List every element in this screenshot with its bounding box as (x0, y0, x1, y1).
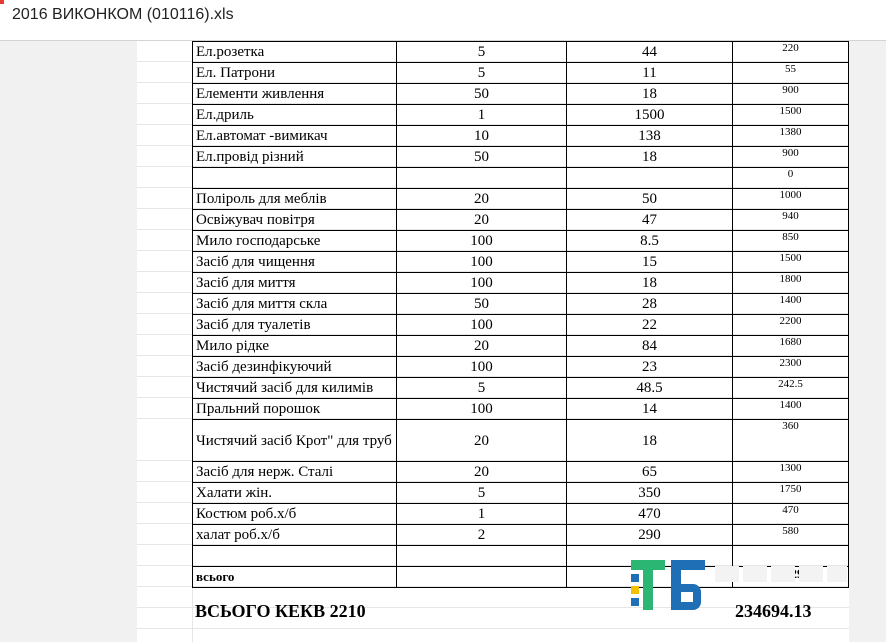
table-row (193, 420, 849, 462)
item-name-cell (193, 168, 397, 189)
table-row (193, 504, 849, 525)
table-row (193, 462, 849, 483)
quantity-cell: 10 (397, 126, 567, 147)
quantity-cell: 20 (397, 336, 567, 357)
item-name-cell: Ел.автомат -вимикач (193, 126, 397, 147)
item-name-cell: Поліроль для меблів (193, 189, 397, 210)
item-name-cell: Пральний порошок (193, 399, 397, 420)
sum-cell: 900 (733, 84, 849, 105)
price-cell: 350 (567, 483, 733, 504)
table-row (193, 399, 849, 420)
table-row (193, 63, 849, 84)
quantity-cell (397, 168, 567, 189)
item-name-cell: Мило рідке (193, 336, 397, 357)
quantity-cell: 2 (397, 525, 567, 546)
item-name-cell: Халати жін. (193, 483, 397, 504)
price-cell: 1500 (567, 105, 733, 126)
price-cell: 11 (567, 63, 733, 84)
table-row (193, 294, 849, 315)
table-row (193, 105, 849, 126)
items-table (192, 41, 849, 588)
table-row (193, 525, 849, 546)
item-name-cell: халат роб.х/б (193, 525, 397, 546)
table-row (193, 357, 849, 378)
table-row (193, 483, 849, 504)
sum-cell: 2200 (733, 315, 849, 336)
quantity-cell: 20 (397, 189, 567, 210)
item-name-cell: Ел. Патрони (193, 63, 397, 84)
quantity-cell: 20 (397, 462, 567, 483)
price-cell: 44 (567, 42, 733, 63)
quantity-cell: 1 (397, 105, 567, 126)
table-row (193, 378, 849, 399)
price-cell: 50 (567, 189, 733, 210)
quantity-cell: 50 (397, 147, 567, 168)
item-name-cell: Чистячий засіб Крот" для труб (193, 420, 397, 462)
sum-cell: 0 (733, 168, 849, 189)
price-cell: 8.5 (567, 231, 733, 252)
item-name-cell: Засіб для миття (193, 273, 397, 294)
item-name-cell: Ел.дриль (193, 105, 397, 126)
table-row (193, 189, 849, 210)
quantity-cell: 1 (397, 504, 567, 525)
price-cell: 28 (567, 294, 733, 315)
grand-total-label: ВСЬОГО КЕКВ 2210 (195, 601, 366, 621)
item-name-cell: Мило господарське (193, 231, 397, 252)
watermark-logo (631, 558, 849, 612)
quantity-cell: 100 (397, 252, 567, 273)
sum-cell: 1000 (733, 189, 849, 210)
price-cell: 290 (567, 525, 733, 546)
item-name-cell: Засіб для нерж. Сталі (193, 462, 397, 483)
price-cell: 470 (567, 504, 733, 525)
status-marker (0, 0, 4, 4)
table-row (193, 84, 849, 105)
quantity-cell: 50 (397, 84, 567, 105)
quantity-cell: 20 (397, 420, 567, 462)
sum-cell: 470 (733, 504, 849, 525)
item-name-cell: Освіжувач повітря (193, 210, 397, 231)
price-cell: 84 (567, 336, 733, 357)
sum-cell: 1680 (733, 336, 849, 357)
price-cell: 47 (567, 210, 733, 231)
sum-cell: 580 (733, 525, 849, 546)
price-cell: 48.5 (567, 378, 733, 399)
sum-cell: 1750 (733, 483, 849, 504)
quantity-cell: 20 (397, 210, 567, 231)
price-cell: 18 (567, 420, 733, 462)
quantity-cell: 100 (397, 399, 567, 420)
item-name-cell: Ел.провід різний (193, 147, 397, 168)
price-cell: 18 (567, 273, 733, 294)
sum-cell: 1300 (733, 462, 849, 483)
table-row (193, 147, 849, 168)
table-row (193, 168, 849, 189)
quantity-cell: 5 (397, 63, 567, 84)
quantity-cell (397, 546, 567, 567)
item-name-cell: Засіб для туалетів (193, 315, 397, 336)
price-cell: 23 (567, 357, 733, 378)
sum-cell: 360 (733, 420, 849, 462)
table-row (193, 210, 849, 231)
item-name-cell: Чистячий засіб для килимів (193, 378, 397, 399)
item-name-cell: Засіб для чищення (193, 252, 397, 273)
tb-logo-icon (631, 558, 849, 612)
right-margin (849, 41, 886, 642)
sum-cell: 1500 (733, 252, 849, 273)
item-name-cell: Ел.розетка (193, 42, 397, 63)
spreadsheet-view[interactable] (137, 41, 849, 642)
sum-cell: 55 (733, 63, 849, 84)
sum-cell: 850 (733, 231, 849, 252)
table-row (193, 126, 849, 147)
title-bar (0, 0, 886, 41)
total-label: всього (193, 567, 397, 588)
price-cell: 18 (567, 147, 733, 168)
table-row (193, 42, 849, 63)
sum-cell: 220 (733, 42, 849, 63)
table-row (193, 273, 849, 294)
item-name-cell: Засіб для миття скла (193, 294, 397, 315)
grand-total-value: 234694.13 (735, 601, 812, 621)
price-cell: 22 (567, 315, 733, 336)
quantity-cell: 5 (397, 483, 567, 504)
item-name-cell: Елементи живлення (193, 84, 397, 105)
table-row (193, 315, 849, 336)
sum-cell: 940 (733, 210, 849, 231)
price-cell: 138 (567, 126, 733, 147)
sum-cell: 2300 (733, 357, 849, 378)
table-row (193, 336, 849, 357)
quantity-cell: 5 (397, 378, 567, 399)
sum-cell: 1400 (733, 399, 849, 420)
price-cell: 14 (567, 399, 733, 420)
left-margin (0, 41, 137, 642)
price-cell: 65 (567, 462, 733, 483)
table-row (193, 252, 849, 273)
price-cell: 15 (567, 252, 733, 273)
sum-cell: 1500 (733, 105, 849, 126)
quantity-cell: 100 (397, 357, 567, 378)
item-name-cell (193, 546, 397, 567)
table-row (193, 231, 849, 252)
quantity-cell: 100 (397, 231, 567, 252)
quantity-cell: 100 (397, 273, 567, 294)
price-cell: 18 (567, 84, 733, 105)
quantity-cell: 5 (397, 42, 567, 63)
sum-cell: 900 (733, 147, 849, 168)
sum-cell: 1380 (733, 126, 849, 147)
sum-cell: 1800 (733, 273, 849, 294)
item-name-cell: Костюм роб.х/б (193, 504, 397, 525)
quantity-cell: 100 (397, 315, 567, 336)
sum-cell: 1400 (733, 294, 849, 315)
item-name-cell: Засіб дезинфікуючий (193, 357, 397, 378)
price-cell (567, 168, 733, 189)
sum-cell: 242.5 (733, 378, 849, 399)
document-title: 2016 ВИКОНКОМ (010116).xls (12, 6, 234, 23)
quantity-cell: 50 (397, 294, 567, 315)
